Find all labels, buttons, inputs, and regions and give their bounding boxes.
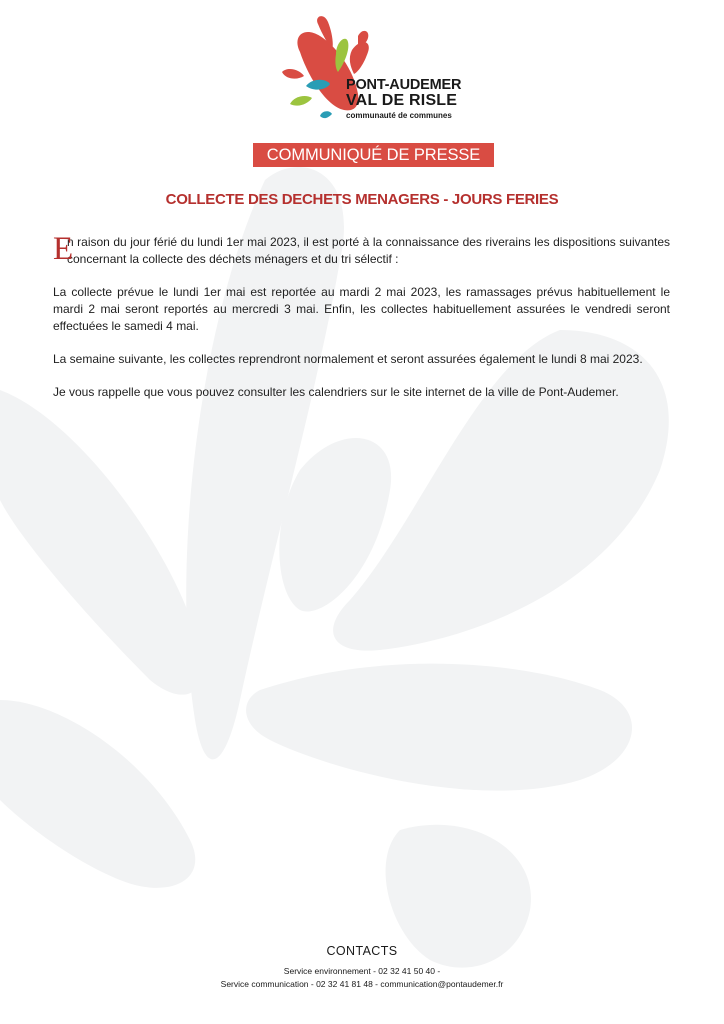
document-title: COLLECTE DES DECHETS MENAGERS - JOURS FERIES bbox=[165, 191, 559, 208]
logo-petal-left bbox=[282, 69, 304, 79]
logo-petal-right-top bbox=[358, 31, 368, 45]
logo-petal-teal-small bbox=[320, 111, 332, 118]
logo-line1: PONT-AUDEMER bbox=[346, 77, 462, 93]
logo-wordmark bbox=[346, 77, 461, 120]
paragraph-calendar: Je vous rappelle que vous pouvez consulter les calendriers sur le site internet de la ville de Pont-Audemer. bbox=[53, 385, 619, 399]
contacts-section bbox=[0, 944, 724, 991]
drop-cap: E bbox=[53, 231, 74, 267]
logo-line2: VAL DE RISLE bbox=[346, 92, 458, 109]
logo-subtitle: communauté de communes bbox=[346, 111, 452, 120]
logo-petal-right bbox=[350, 42, 369, 74]
logo bbox=[278, 14, 478, 132]
intro-paragraph bbox=[53, 231, 670, 268]
paragraph-report: La collecte prévue le lundi 1er mai est reportée au mardi 2 mai 2023, les ramassages prévus habituellement le mardi 2 mai seront reportés au mercredi 3 mai. Enfin, les collectes habituellement assurées le vendredi seront effectuées le samedi 4 mai. bbox=[53, 285, 670, 333]
contact-environment: Service environnement - 02 32 41 50 40 - bbox=[283, 966, 441, 976]
intro-text: n raison du jour férié du lundi 1er mai 2023, il est porté à la connaissance des riverains les dispositions suivantes concernant la collecte des déchets ménagers et du tri sélectif : bbox=[67, 235, 670, 266]
paragraph-next-week: La semaine suivante, les collectes reprendront normalement et seront assurées également le lundi 8 mai 2023. bbox=[53, 352, 643, 366]
contact-communication: Service communication - 02 32 41 81 48 - communication@pontaudemer.fr bbox=[220, 979, 504, 989]
logo-petal-green-bottom bbox=[290, 96, 312, 106]
body-text bbox=[53, 231, 670, 417]
press-release-banner: COMMUNIQUÉ DE PRESSE bbox=[253, 143, 494, 167]
contacts-title: CONTACTS bbox=[326, 944, 398, 958]
